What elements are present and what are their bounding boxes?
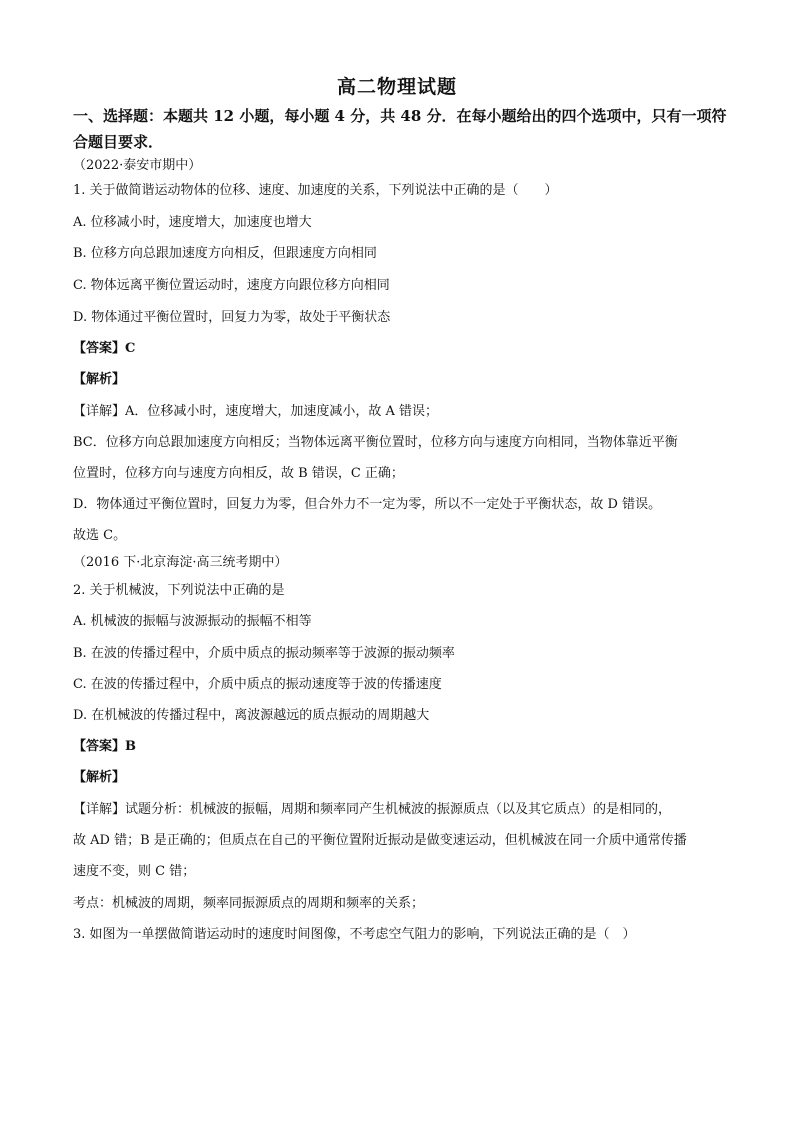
- text-line-source-2: （2016 下·北京海淀·高三统考期中）: [73, 555, 288, 570]
- text-line-q2-c: C. 在波的传播过程中，介质中质点的振动速度等于波的传播速度: [73, 677, 442, 692]
- text-line-q1-detail-3: 位置时，位移方向与速度方向相反，故 B 错误，C 正确；: [73, 466, 404, 481]
- text-line-q1-detail-1: 【详解】A．位移减小时，速度增大，加速度减小，故 A 错误；: [73, 404, 439, 419]
- text-line-q2-answer: 【答案】B: [73, 739, 136, 754]
- text-line-q2-detail-2: 故 AD 错；B 是正确的；但质点在自己的平衡位置附近振动是做变速运动，但机械波在同一介质中通常传播: [73, 833, 687, 848]
- text-line-q1-d: D. 物体通过平衡位置时，回复力为零，故处于平衡状态: [73, 310, 391, 325]
- text-line-q2-b: B. 在波的传播过程中，介质中质点的振动频率等于波源的振动频率: [73, 646, 455, 661]
- text-line-q1-detail-2: BC．位移方向总跟加速度方向相反；当物体远离平衡位置时，位移方向与速度方向相同，当物体靠近平衡: [73, 435, 678, 450]
- text-line-q1-answer: 【答案】C: [73, 341, 136, 356]
- text-line-q1: 1. 关于做简谐运动物体的位移、速度、加速度的关系，下列说法中正确的是（ ）: [73, 183, 558, 198]
- text-line-q1-detail-4: D．物体通过平衡位置时，回复力为零，但合外力不一定为零，所以不一定处于平衡状态，故 D 错误。: [73, 497, 662, 512]
- text-line-q3: 3. 如图为一单摆做简谐运动时的速度时间图像，不考虑空气阻力的影响，下列说法正确的是（ ）: [73, 927, 636, 942]
- text-line-q1-c: C. 物体远离平衡位置运动时，速度方向跟位移方向相同: [73, 278, 390, 293]
- section-header: 一、选择题：本题共 12 小题，每小题 4 分，共 48 分．在每小题给出的四个选项中，只有一项符合题目要求．: [73, 107, 727, 151]
- text-line-q2-kaodian: 考点：机械波的周期，频率同振源质点的周期和频率的关系；: [73, 896, 425, 911]
- text-line-q1-a: A. 位移减小时，速度增大，加速度也增大: [73, 215, 312, 230]
- text-line-q1-b: B. 位移方向总跟加速度方向相反，但跟速度方向相同: [73, 246, 377, 261]
- text-line-q2-a: A. 机械波的振幅与波源振动的振幅不相等: [73, 614, 312, 629]
- text-line-q2-analysis: 【解析】: [73, 770, 126, 785]
- text-line-q1-analysis: 【解析】: [73, 372, 126, 387]
- page-title: 高二物理试题: [336, 76, 457, 98]
- text-line-q2-d: D. 在机械波的传播过程中，离波源越远的质点振动的周期越大: [73, 708, 430, 723]
- text-line-q2-detail-1: 【详解】试题分析：机械波的振幅，周期和频率同产生机械波的振源质点（以及其它质点）的是相同的，: [73, 802, 672, 817]
- text-line-q1-conclusion: 故选 C。: [73, 528, 127, 543]
- text-line-source-1: （2022·泰安市期中）: [73, 158, 202, 173]
- text-line-q2: 2. 关于机械波，下列说法中正确的是: [73, 583, 285, 598]
- text-line-q2-detail-3: 速度不变，则 C 错；: [73, 864, 196, 879]
